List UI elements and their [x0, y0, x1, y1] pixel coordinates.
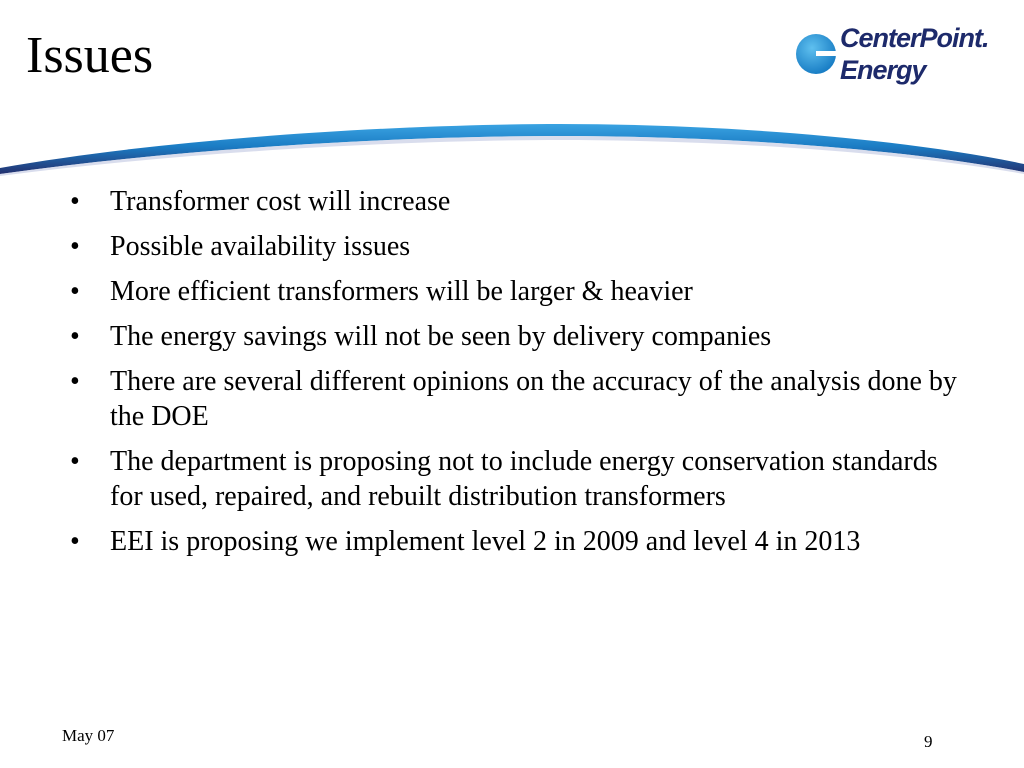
slide-title: Issues	[26, 27, 154, 84]
footer-date: May 07	[62, 726, 115, 745]
bullet-item	[60, 319, 960, 354]
bullet-glyph: •	[70, 526, 80, 557]
bullet-text: EEI is proposing we implement level 2 in 2009 and level 4 in 2013	[110, 526, 861, 557]
bullet-text: Possible availability issues	[110, 231, 411, 262]
bullet-list	[60, 184, 960, 569]
bullet-text: The department is proposing not to include energy conservation standards for used, repaired, and rebuilt distribution transformers	[110, 446, 938, 512]
bullet-text: The energy savings will not be seen by delivery companies	[110, 321, 772, 352]
bullet-item	[60, 524, 960, 559]
bullet-text: More efficient transformers will be larger & heavier	[110, 276, 693, 307]
logo-text-energy: Energy	[840, 55, 926, 85]
bullet-text: Transformer cost will increase	[110, 186, 451, 217]
bullet-item	[60, 274, 960, 309]
bullet-glyph: •	[70, 446, 80, 477]
bullet-item	[60, 229, 960, 264]
bullet-glyph: •	[70, 366, 80, 397]
bullet-text: There are several different opinions on the accuracy of the analysis done by the DOE	[110, 366, 957, 432]
logo-text-centerpoint: CenterPoint.	[840, 23, 989, 53]
bullet-glyph: •	[70, 231, 80, 262]
bullet-item	[60, 364, 960, 434]
centerpoint-energy-logo	[794, 20, 989, 90]
bullet-item	[60, 444, 960, 514]
header-swoosh	[0, 110, 1024, 180]
page-number: 9	[924, 732, 933, 751]
bullet-glyph: •	[70, 321, 80, 352]
bullet-glyph: •	[70, 276, 80, 307]
bullet-glyph: •	[70, 186, 80, 217]
logo-mark-icon	[794, 32, 838, 76]
bullet-item	[60, 184, 960, 219]
